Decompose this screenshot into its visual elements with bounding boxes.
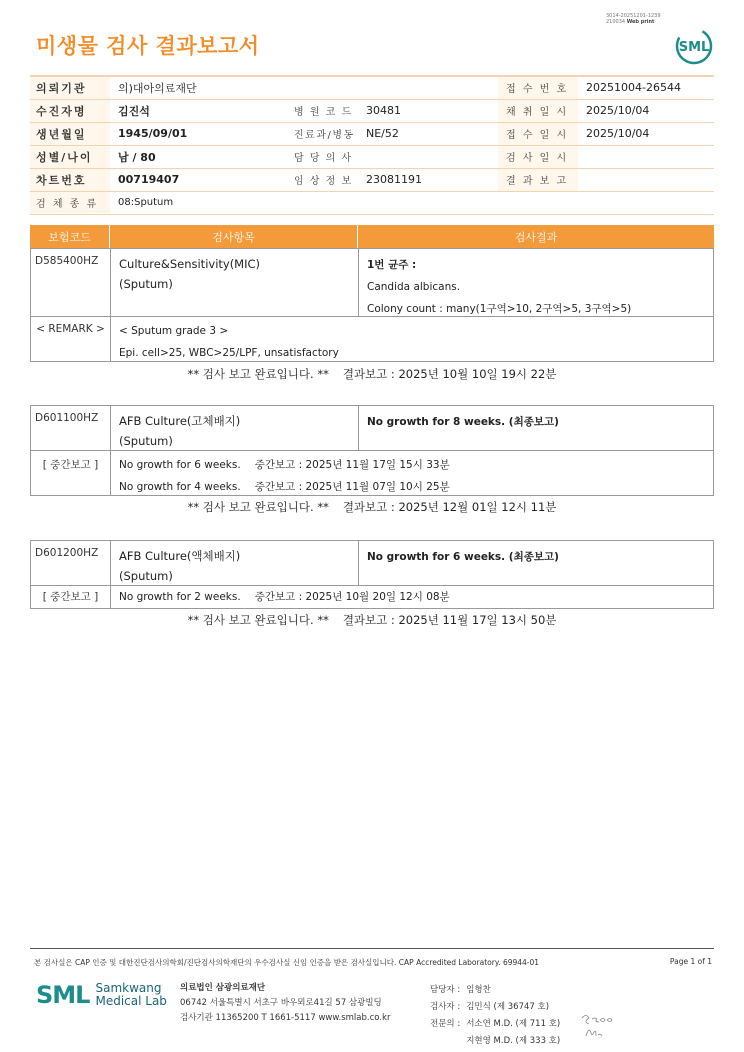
info-label: 접 수 일 시 [498,122,578,145]
report-complete-3: ** 검사 보고 완료입니다. ** 결과보고 : 2025년 11월 17일 13시 50분 [187,613,557,627]
staff-list [428,981,566,1051]
info-value: 1945/09/01 [110,122,278,145]
info-value: 00719407 [110,168,278,191]
signature [578,1010,618,1042]
info-row [30,76,714,99]
test-item: AFB Culture(액체배지) (Sputum) [111,541,359,585]
report-complete-2: ** 검사 보고 완료입니다. ** 결과보고 : 2025년 12월 01일 12시 11분 [187,500,557,514]
samkwang-logo [36,981,167,1009]
corp-address: 06742 서울특별시 서초구 바우뫼로41길 57 삼광빌딩 [180,998,382,1008]
info-value: 2025/10/04 [578,122,714,145]
info-label: 병 원 코 드 [278,99,358,122]
info-label: 진료과/병동 [278,122,358,145]
info-value: 남 / 80 [110,145,278,168]
info-row [30,122,714,145]
corporation-info [180,981,390,1026]
info-value: 20251004-26544 [578,76,714,99]
corp-name: 의료법인 삼광의료재단 [180,983,266,993]
sml-logo [674,26,714,66]
info-value: 23081191 [358,168,498,191]
interim-label: [ 중간보고 ] [31,586,111,608]
info-label: 임 상 정 보 [278,168,358,191]
info-row [30,168,714,191]
remark-label: < REMARK > [31,317,111,361]
info-label: 의뢰기관 [30,76,110,99]
info-label: 담 당 의 사 [278,145,358,168]
test-result: 1번 균주 : Candida albicans. Colony count : many(1구역>10, 2구역>5, 3구역>5) [367,259,632,315]
staff-role [430,1034,464,1049]
info-value [358,145,498,168]
info-label: 접 수 번 호 [498,76,578,99]
col-test-result: 검사결과 [514,230,558,244]
staff-name: 임형찬 [466,985,491,995]
info-value: NE/52 [358,122,498,145]
staff-role: 전문의 : [430,1019,461,1029]
print-code-line2: 210034 Web print [606,19,655,25]
info-label: 차트번호 [30,168,110,191]
info-row [30,145,714,168]
svg-text:SML: SML [678,40,710,55]
info-value [358,76,498,99]
info-value: 의)대아의료재단 [110,76,278,99]
info-label: 생년월일 [30,122,110,145]
test-block-afb-liquid [30,540,714,609]
info-row-specimen [30,191,714,214]
test-block-afb-solid [30,405,714,496]
info-label: 채 취 일 시 [498,99,578,122]
staff-row [430,1017,564,1032]
info-label [278,76,358,99]
test-result: No growth for 8 weeks. (최종보고) [367,416,559,428]
accreditation-note: 본 검사실은 CAP 인증 및 대한진단검사의학회/진단검사의학재단의 우수검사실 신임 인증을 받은 검사실입니다. CAP Accredited Laboratory. 69944-01 [34,958,540,967]
staff-name: 지현영 M.D. (제 333 호) [466,1036,561,1046]
staff-name: 김민식 (제 36747 호) [466,1002,550,1012]
interim-label: [ 중간보고 ] [31,451,111,495]
staff-row [430,1000,564,1015]
staff-role: 검사자 : [430,1002,461,1012]
specimen-value: 08:Sputum [110,191,714,214]
info-label: 수진자명 [30,99,110,122]
corp-contact: 검사기관 11365200 T 1661-5117 www.smlab.co.kr [180,1013,391,1023]
patient-info-table [30,75,714,215]
interim-text: No growth for 6 weeks. 중간보고 : 2025년 11월 17일 15시 33분 No growth for 4 weeks. 중간보고 : 2025년 11월 07일 10시 25분 [119,459,450,493]
test-block-culture [30,248,714,362]
footer-divider [30,948,714,949]
results-header [30,225,714,248]
test-code: D585400HZ [31,249,111,316]
info-label: 성별/나이 [30,145,110,168]
info-value [578,145,714,168]
col-insurance-code: 보험코드 [30,225,110,248]
logo-line1: Samkwang [95,981,162,995]
print-code [606,13,661,25]
col-test-item: 검사항목 [110,225,358,248]
logo-line2: Medical Lab [95,994,167,1008]
test-code: D601200HZ [31,541,111,585]
remark-text: < Sputum grade 3 > Epi. cell>25, WBC>25/LPF, unsatisfactory [119,325,339,359]
test-item: Culture&Sensitivity(MIC) (Sputum) [111,249,359,316]
report-title: 미생물 검사 결과보고서 [36,34,260,58]
specimen-label: 검 체 종 류 [30,191,110,214]
report-complete-1: ** 검사 보고 완료입니다. ** 결과보고 : 2025년 10월 10일 19시 22분 [187,367,557,381]
info-row [30,99,714,122]
test-code: D601100HZ [31,406,111,450]
test-item: AFB Culture(고체배지) (Sputum) [111,406,359,450]
info-value: 30481 [358,99,498,122]
info-value: 김진석 [110,99,278,122]
staff-role: 담당자 : [430,985,461,995]
staff-row [430,983,564,998]
info-label: 결 과 보 고 [498,168,578,191]
interim-text: No growth for 2 weeks. 중간보고 : 2025년 10월 20일 12시 08분 [119,591,450,603]
print-code-line1: 3014-20251201-1239 [606,13,661,19]
sml-wordmark: SML [36,981,90,1009]
info-value: 2025/10/04 [578,99,714,122]
staff-name: 서소연 M.D. (제 711 호) [466,1019,561,1029]
info-value [578,168,714,191]
test-result: No growth for 6 weeks. (최종보고) [367,551,559,563]
page-number: Page 1 of 1 [669,957,712,966]
staff-row [430,1034,564,1049]
info-label: 검 사 일 시 [498,145,578,168]
